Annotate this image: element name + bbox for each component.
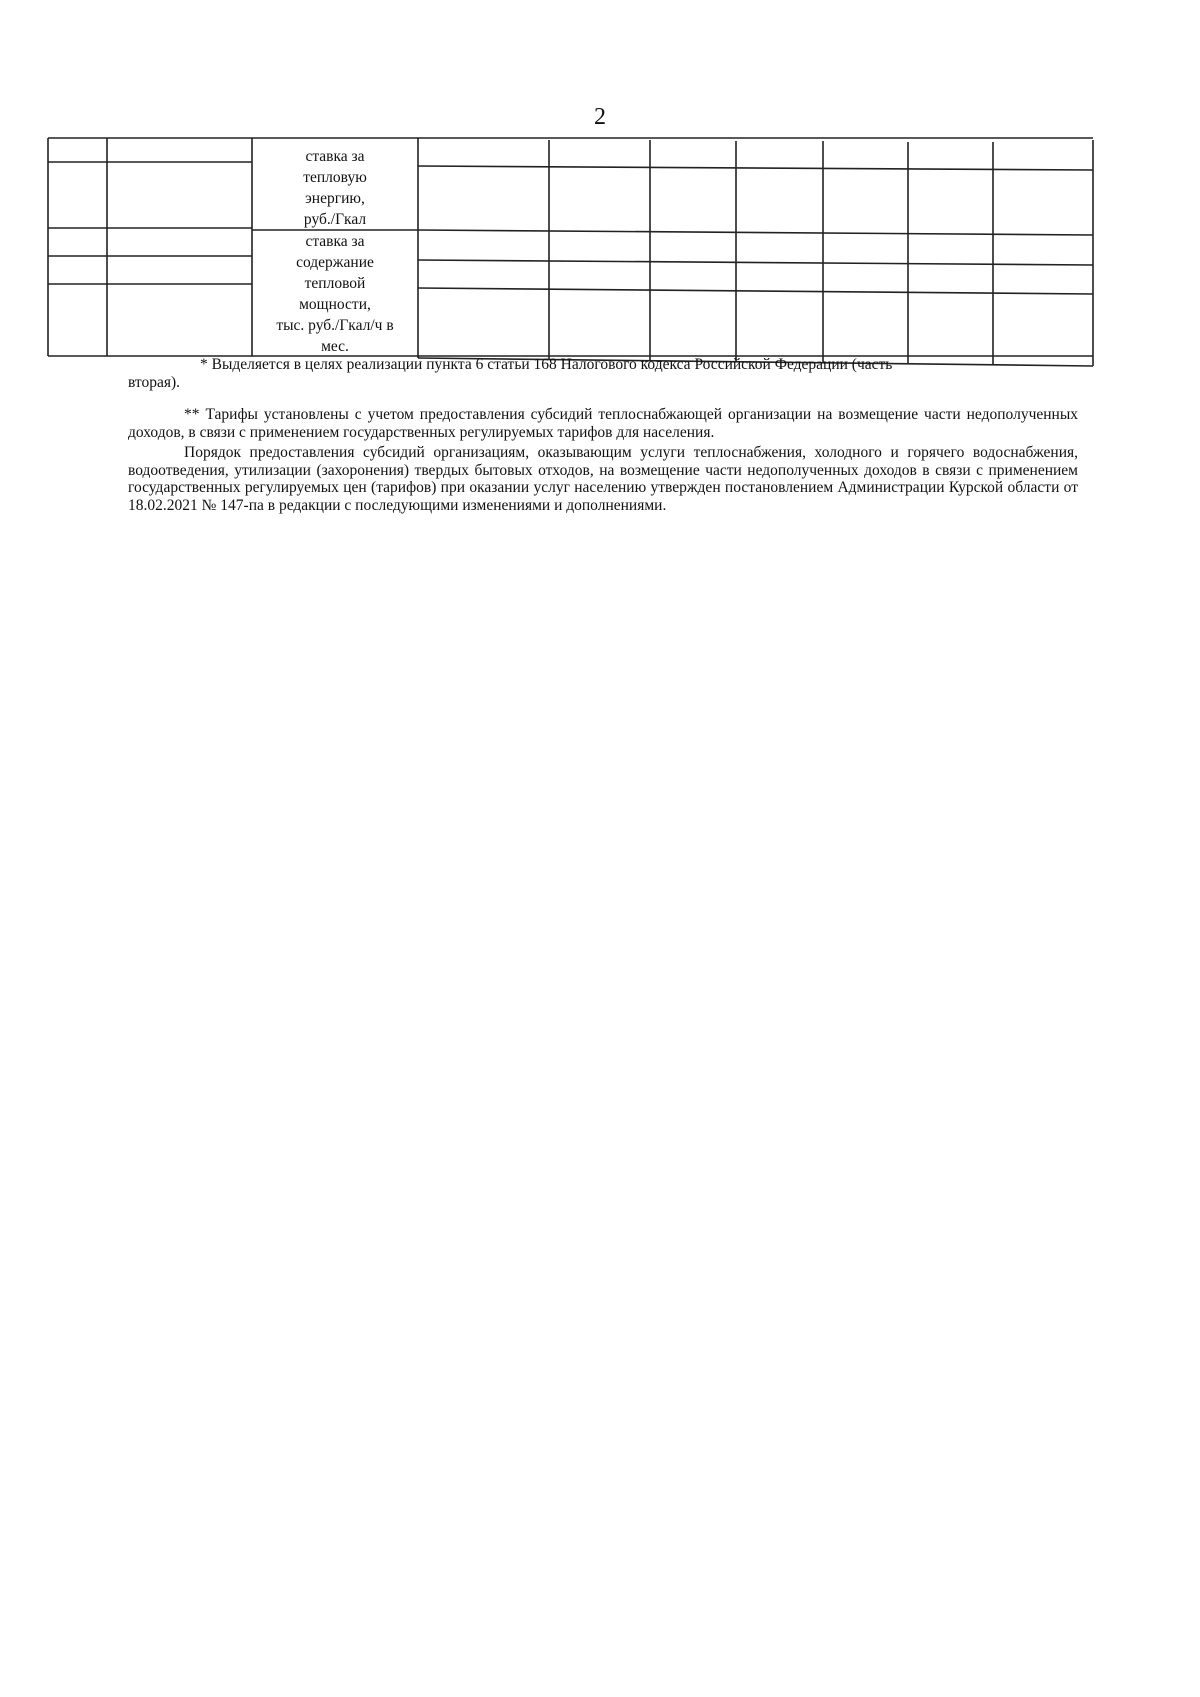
label-line: энергию, bbox=[305, 190, 365, 207]
subsidy-procedure-text: Порядок предоставления субсидий организациям, оказывающим услуги теплоснабжения, холодного и горячего водоснабжения, водоотведения, утилизации (захоронения) твердых бытовых отходов, на возмещение части недополученных доходов в связи с применением государственных регулируемых цен (тарифов) при оказании услуг населению утвержден постановлением Администрации Курской области от 18.02.2021 № 147-па в редакции с последующими изменениями и дополнениями. bbox=[128, 444, 1078, 514]
rate-thermal-energy-label bbox=[254, 146, 416, 230]
label-line: мощности, bbox=[299, 296, 371, 313]
footnote-subsidy bbox=[128, 406, 1078, 441]
footnote-vat bbox=[128, 356, 1078, 391]
label-line: ставка за bbox=[305, 148, 365, 165]
footnote-vat-line2: вторая). bbox=[128, 373, 181, 391]
label-line: тепловую bbox=[303, 169, 367, 186]
footnote-vat-line1: * Выделяется в целях реализации пункта 6 статьи 168 Налогового кодекса Российской Федерации (часть bbox=[200, 356, 893, 373]
label-line: тепловой bbox=[304, 275, 366, 292]
page-number: 2 bbox=[594, 104, 606, 130]
data-row-rule-1 bbox=[418, 166, 1093, 170]
label-line: руб./Гкал bbox=[303, 211, 367, 228]
footnote-subsidy-text: ** Тарифы установлены с учетом предоставления субсидий теплоснабжающей организации на возмещение части недополученных доходов, в связи с применением государственных регулируемых тарифов для населения. bbox=[128, 406, 1078, 441]
label-line: мес. bbox=[321, 338, 349, 355]
label-line: ставка за bbox=[305, 233, 365, 250]
data-row-rule-2 bbox=[418, 230, 1093, 235]
rate-capacity-maintenance-label bbox=[254, 231, 416, 357]
label-line: тыс. руб./Гкал/ч в bbox=[276, 317, 394, 334]
subsidy-procedure-paragraph bbox=[128, 444, 1078, 514]
data-row-rule-4 bbox=[418, 288, 1093, 294]
data-row-rule-3 bbox=[418, 260, 1093, 265]
label-line: содержание bbox=[296, 254, 374, 271]
